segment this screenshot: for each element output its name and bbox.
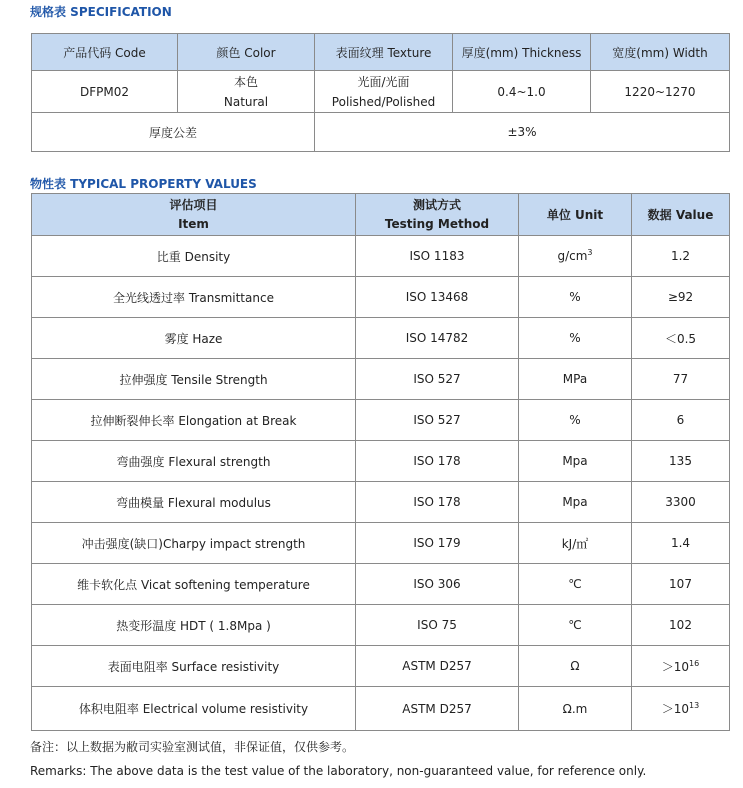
property-unit-text: kJ/㎡ bbox=[561, 536, 589, 551]
property-value bbox=[632, 564, 730, 605]
props-header-method-en: Testing Method bbox=[384, 216, 490, 231]
property-method bbox=[356, 687, 519, 731]
property-value-text: ≥92 bbox=[667, 290, 694, 304]
property-item-text: 拉伸强度 Tensile Strength bbox=[119, 372, 268, 387]
spec-color bbox=[178, 71, 315, 113]
property-item bbox=[32, 441, 356, 482]
spec-tolerance-value: ±3% bbox=[315, 113, 730, 152]
table-row bbox=[32, 236, 730, 277]
property-unit-text: Mpa bbox=[562, 495, 588, 509]
property-unit bbox=[519, 400, 632, 441]
property-value bbox=[632, 482, 730, 523]
table-row bbox=[32, 482, 730, 523]
table-row bbox=[32, 687, 730, 731]
property-item bbox=[32, 646, 356, 687]
props-body bbox=[32, 236, 730, 731]
property-unit-text: ℃ bbox=[568, 577, 582, 591]
table-row bbox=[32, 523, 730, 564]
table-row bbox=[32, 441, 730, 482]
property-method-text: ISO 14782 bbox=[405, 331, 469, 345]
property-value-text: 1.4 bbox=[670, 536, 691, 550]
property-value-text: 77 bbox=[672, 372, 689, 386]
property-item-text: 热变形温度 HDT ( 1.8Mpa ) bbox=[116, 618, 271, 633]
property-value-text: 107 bbox=[669, 577, 692, 591]
props-header-method-cn: 测试方式 bbox=[412, 197, 461, 212]
table-row bbox=[32, 400, 730, 441]
props-header-unit: 单位 Unit bbox=[519, 194, 632, 236]
property-method-text: ISO 306 bbox=[413, 577, 461, 591]
property-item bbox=[32, 482, 356, 523]
property-item-text: 体积电阻率 Electrical volume resistivity bbox=[78, 702, 309, 716]
spec-header-thickness: 厚度(mm) Thickness bbox=[453, 34, 591, 71]
property-item bbox=[32, 564, 356, 605]
property-unit bbox=[519, 482, 632, 523]
note-cn: 备注：以上数据为敝司实验室测试值，非保证值，仅供参考。 bbox=[30, 740, 355, 754]
props-header-value: 数据 Value bbox=[632, 194, 730, 236]
property-item bbox=[32, 277, 356, 318]
spec-texture bbox=[315, 71, 453, 113]
property-value bbox=[632, 400, 730, 441]
property-unit bbox=[519, 441, 632, 482]
property-method-text: ISO 178 bbox=[413, 454, 461, 468]
props-header-item bbox=[32, 194, 356, 236]
property-value-text: 6 bbox=[676, 413, 685, 427]
spec-width: 1220~1270 bbox=[591, 71, 730, 113]
property-method-text: ISO 178 bbox=[413, 495, 461, 509]
property-item bbox=[32, 318, 356, 359]
property-item bbox=[32, 605, 356, 646]
table-row bbox=[32, 646, 730, 687]
props-title: 物性表 TYPICAL PROPERTY VALUES bbox=[30, 177, 257, 191]
property-unit-superscript: 3 bbox=[587, 248, 593, 257]
property-unit-text: % bbox=[569, 413, 581, 427]
property-unit-text: g/cm bbox=[557, 249, 588, 263]
spec-data-row bbox=[32, 71, 730, 113]
property-item-text: 冲击强度(缺口)Charpy impact strength bbox=[81, 536, 306, 551]
property-unit bbox=[519, 236, 632, 277]
spec-title: 规格表 SPECIFICATION bbox=[30, 5, 172, 19]
spec-texture-en: Polished/Polished bbox=[331, 94, 436, 109]
property-value bbox=[632, 318, 730, 359]
property-item bbox=[32, 687, 356, 731]
property-item-text: 拉伸断裂伸长率 Elongation at Break bbox=[90, 413, 297, 428]
props-header-item-cn: 评估项目 bbox=[169, 197, 218, 212]
spec-color-en: Natural bbox=[223, 94, 269, 109]
table-row bbox=[32, 564, 730, 605]
property-item bbox=[32, 523, 356, 564]
property-method-text: ASTM D257 bbox=[402, 701, 472, 716]
property-value-text: ＞10 bbox=[661, 659, 690, 674]
property-unit bbox=[519, 687, 632, 731]
property-item bbox=[32, 400, 356, 441]
property-method bbox=[356, 359, 519, 400]
spec-tolerance-row bbox=[32, 113, 730, 152]
property-method bbox=[356, 564, 519, 605]
property-value bbox=[632, 441, 730, 482]
table-row bbox=[32, 605, 730, 646]
property-method bbox=[356, 646, 519, 687]
property-item-text: 弯曲模量 Flexural modulus bbox=[116, 495, 271, 510]
property-method-text: ISO 179 bbox=[413, 536, 461, 550]
table-row bbox=[32, 359, 730, 400]
spec-tolerance-label: 厚度公差 bbox=[32, 113, 315, 152]
spec-header-width: 宽度(mm) Width bbox=[591, 34, 730, 71]
property-unit-text: % bbox=[569, 331, 581, 345]
property-value-text: 102 bbox=[669, 618, 692, 632]
property-value bbox=[632, 277, 730, 318]
spec-table bbox=[31, 33, 730, 152]
property-unit bbox=[519, 359, 632, 400]
property-method-text: ISO 75 bbox=[417, 618, 457, 632]
props-table bbox=[31, 193, 730, 731]
property-unit-text: % bbox=[569, 290, 581, 304]
spec-header-row bbox=[32, 34, 730, 71]
spec-header-color: 颜色 Color bbox=[178, 34, 315, 71]
property-value bbox=[632, 605, 730, 646]
props-header-item-en: Item bbox=[178, 216, 209, 231]
property-item-text: 雾度 Haze bbox=[164, 331, 223, 346]
props-header-method bbox=[356, 194, 519, 236]
property-unit-text: MPa bbox=[562, 372, 588, 386]
spec-code: DFPM02 bbox=[32, 71, 178, 113]
property-value-text: 1.2 bbox=[670, 249, 691, 263]
table-row bbox=[32, 277, 730, 318]
table-row bbox=[32, 318, 730, 359]
property-unit bbox=[519, 605, 632, 646]
property-method bbox=[356, 482, 519, 523]
note-en: Remarks: The above data is the test value of the laboratory, non-guaranteed value, for reference only. bbox=[30, 764, 647, 778]
property-unit-text: Mpa bbox=[562, 454, 588, 468]
property-value-text: ＜0.5 bbox=[664, 331, 697, 346]
property-method bbox=[356, 523, 519, 564]
property-unit-text: Ω bbox=[570, 659, 580, 673]
spec-color-cn: 本色 bbox=[233, 74, 258, 89]
spec-texture-cn: 光面/光面 bbox=[357, 74, 410, 89]
property-method bbox=[356, 236, 519, 277]
property-item-text: 全光线透过率 Transmittance bbox=[113, 290, 274, 305]
property-method bbox=[356, 277, 519, 318]
property-method-text: ISO 527 bbox=[413, 413, 461, 427]
property-method-text: ISO 527 bbox=[413, 372, 461, 386]
property-item-text: 弯曲强度 Flexural strength bbox=[116, 454, 271, 469]
property-item-text: 维卡软化点 Vicat softening temperature bbox=[77, 577, 310, 592]
property-unit bbox=[519, 646, 632, 687]
property-value-text: 135 bbox=[669, 454, 692, 468]
property-method-text: ISO 13468 bbox=[405, 290, 469, 304]
property-unit bbox=[519, 523, 632, 564]
property-item bbox=[32, 359, 356, 400]
spec-header-code: 产品代码 Code bbox=[32, 34, 178, 71]
property-unit bbox=[519, 564, 632, 605]
property-value-superscript: 16 bbox=[689, 658, 700, 668]
property-value bbox=[632, 646, 730, 687]
property-method bbox=[356, 318, 519, 359]
property-value-text: 3300 bbox=[665, 495, 696, 509]
spec-thickness: 0.4~1.0 bbox=[453, 71, 591, 113]
property-value bbox=[632, 523, 730, 564]
property-method-text: ASTM D257 bbox=[402, 659, 472, 673]
property-value bbox=[632, 236, 730, 277]
property-unit bbox=[519, 318, 632, 359]
property-value bbox=[632, 687, 730, 731]
property-method-text: ISO 1183 bbox=[409, 249, 465, 263]
property-value bbox=[632, 359, 730, 400]
property-value-superscript: 13 bbox=[689, 701, 700, 710]
property-item bbox=[32, 236, 356, 277]
property-method bbox=[356, 400, 519, 441]
property-method bbox=[356, 441, 519, 482]
property-unit-text: Ω.m bbox=[562, 701, 588, 716]
property-value-text: ＞10 bbox=[661, 702, 690, 716]
spec-header-texture: 表面纹理 Texture bbox=[315, 34, 453, 71]
property-unit-text: ℃ bbox=[568, 618, 582, 632]
property-item-text: 表面电阻率 Surface resistivity bbox=[107, 659, 280, 674]
property-unit bbox=[519, 277, 632, 318]
property-method bbox=[356, 605, 519, 646]
props-header-row bbox=[32, 194, 730, 236]
property-item-text: 比重 Density bbox=[156, 249, 231, 264]
